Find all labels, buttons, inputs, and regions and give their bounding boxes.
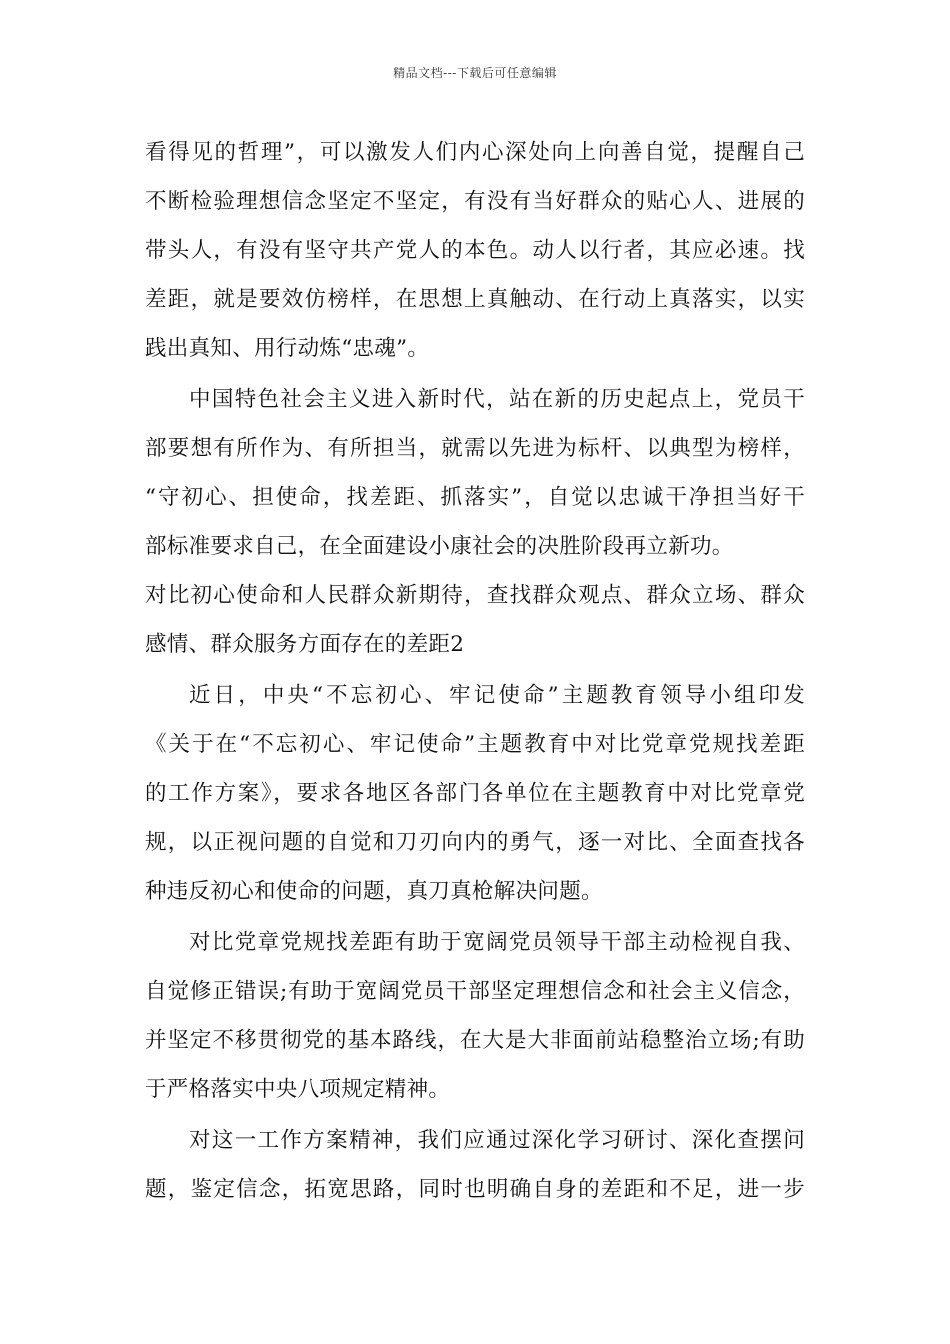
text-line: 对比党章党规找差距有助于宽阔党员领导干部主动检视自我、 xyxy=(189,930,805,955)
text-line: 题，鉴定信念，拓宽思路，同时也明确自身的差距和不足，进一步 xyxy=(145,1177,805,1202)
paragraph-5 xyxy=(145,1116,805,1214)
paragraph-4 xyxy=(145,918,805,1114)
text-line: 差距，就是要效仿榜样，在思想上真触动、在行动上真落实，以实 xyxy=(145,287,805,312)
text-line: 于严格落实中央八项规定精神。 xyxy=(145,1077,451,1102)
paragraph-3 xyxy=(145,671,805,916)
text-line: 部要想有所作为、有所担当，就需以先进为标杆、以典型为榜样， xyxy=(145,436,805,461)
text-line: 近日，中央“不忘初心、牢记使命”主题教育领导小组印发 xyxy=(189,683,805,708)
document-body xyxy=(145,128,805,1214)
paragraph-2 xyxy=(145,375,805,669)
text-line: 部标准要求自己，在全面建设小康社会的决胜阶段再立新功。 xyxy=(145,534,734,559)
text-line: 自觉修正错误;有助于宽阔党员干部坚定理想信念和社会主义信念， xyxy=(145,979,805,1004)
text-line: 带头人，有没有坚守共产党人的本色。动人以行者，其应必速。找 xyxy=(145,238,805,263)
text-line: 规，以正视问题的自觉和刀刃向内的勇气，逐一对比、全面查找各 xyxy=(145,830,805,855)
text-line: “守初心、担使命，找差距、抓落实”，自觉以忠诚干净担当好干 xyxy=(145,485,805,510)
text-line: 感情、群众服务方面存在的差距2 xyxy=(145,632,465,657)
text-line: 的工作方案》，要求各地区各部门各单位在主题教育中对比党章党 xyxy=(145,781,805,806)
text-line: 践出真知、用行动炼“忠魂”。 xyxy=(145,336,430,361)
text-line: 看得见的哲理”，可以激发人们内心深处向上向善自觉，提醒自己 xyxy=(145,140,805,165)
text-line: 对比初心使命和人民群众新期待，查找群众观点、群众立场、群众 xyxy=(145,583,805,608)
text-line: 对这一工作方案精神，我们应通过深化学习研讨、深化查摆问 xyxy=(189,1128,805,1153)
text-line: 种违反初心和使命的问题，真刀真枪解决问题。 xyxy=(145,879,603,904)
page-header: 精品文档---下载后可任意编辑 xyxy=(393,66,557,80)
text-line: 并坚定不移贯彻党的基本路线，在大是大非面前站稳整治立场;有助 xyxy=(145,1028,805,1053)
text-line: 《关于在“不忘初心、牢记使命”主题教育中对比党章党规找差距 xyxy=(145,732,805,757)
text-line: 不断检验理想信念坚定不坚定，有没有当好群众的贴心人、进展的 xyxy=(145,189,805,214)
text-line: 中国特色社会主义进入新时代，站在新的历史起点上，党员干 xyxy=(189,387,805,412)
paragraph-1 xyxy=(145,128,805,373)
